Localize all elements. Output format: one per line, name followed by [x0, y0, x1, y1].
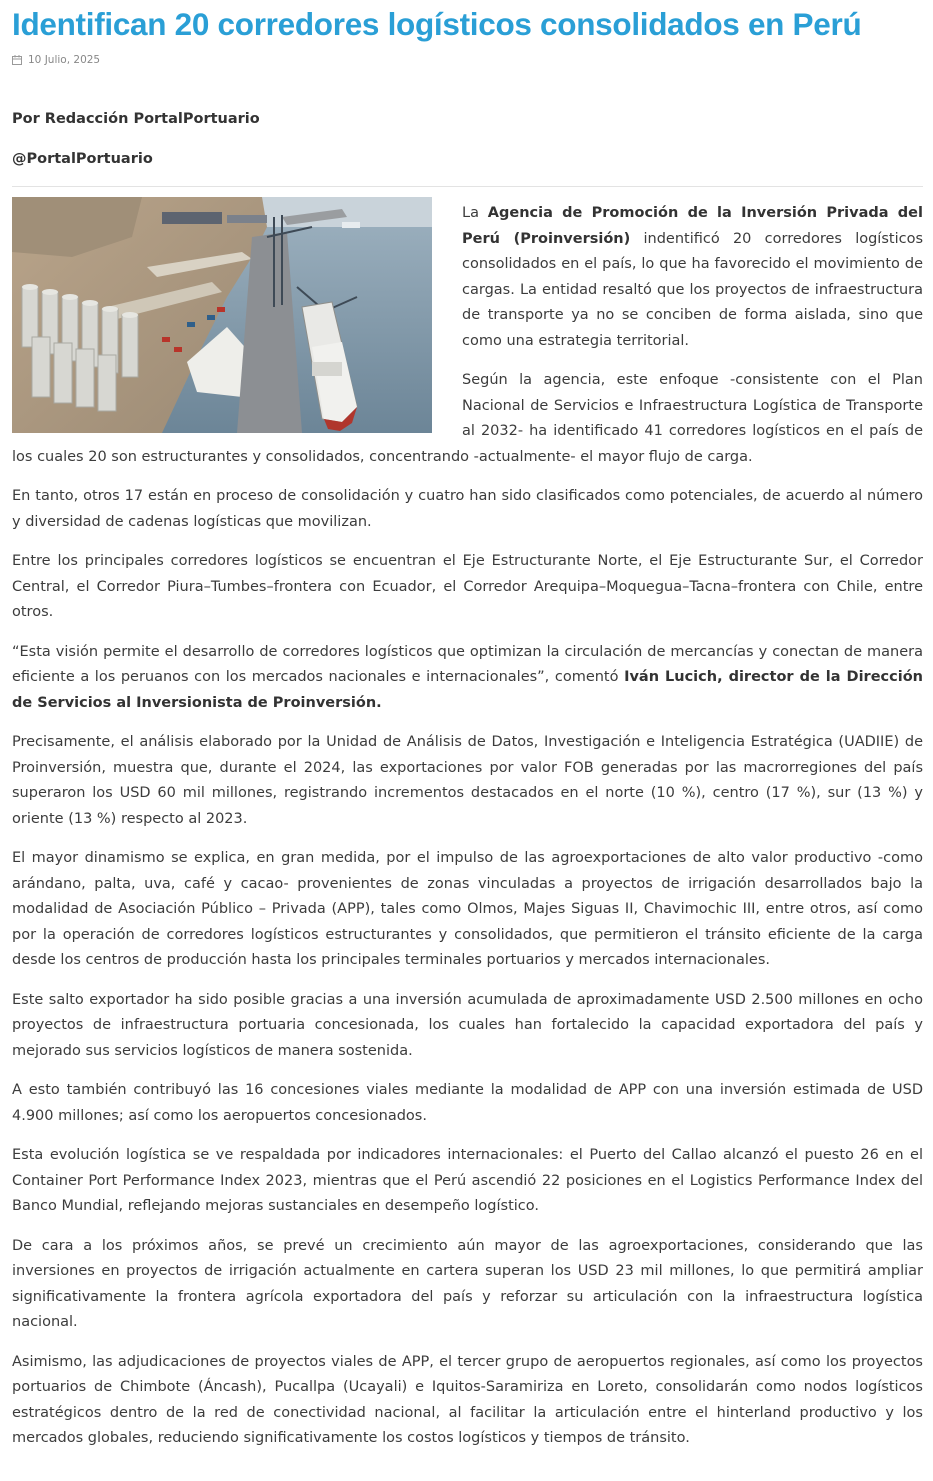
article-body [12, 197, 923, 1452]
paragraph-6: Precisamente, el análisis elaborado por la Unidad de Análisis de Datos, Investigación e Inteligencia Estratégica (UADIIE) de Proinversión, muestra que, durante el 2024, las exportaciones por valor FOB generadas por las macrorregiones del país superaron los USD 60 mil millones, registrando incrementos destacados en el norte (10 %), centro (17 %), sur (13 %) y oriente (13 %) respecto al 2023. [12, 734, 923, 827]
article-title: Identifican 20 corredores logísticos consolidados en Perú [12, 6, 862, 42]
article-date-row [12, 53, 923, 67]
divider [12, 186, 923, 187]
paragraph-8: Este salto exportador ha sido posible gracias a una inversión acumulada de aproximadamente USD 2.500 millones en ocho proyectos de infraestructura portuaria concesionada, los cuales han fortalecido la capacidad exportadora del país y mejorado sus servicios logísticos de manera sostenida. [12, 991, 923, 1059]
paragraph-11: De cara a los próximos años, se prevé un crecimiento aún mayor de las agroexportaciones, considerando que las inversiones en proyectos de irrigación actualmente en cartera superan los USD 23 mil millones, lo que permitirá ampliar significativamente la frontera agrícola exportadora del país y reforzar su articulación con la infraestructura logística nacional. [12, 1237, 923, 1330]
paragraph-1: La Agencia de Promoción de la Inversión Privada del Perú (Proinversión) indentificó 20 corredores logísticos consolidados en el país, lo que ha favorecido el movimiento de cargas. La entidad resaltó que los proyectos de infraestructura de transporte ya no se conciben de forma aislada, sino que como una estrategia territorial. [462, 205, 924, 349]
byline: Por Redacción PortalPortuario [12, 111, 260, 127]
port-photo-illustration [12, 197, 432, 433]
author-handle: @PortalPortuario [12, 151, 153, 167]
paragraph-3: En tanto, otros 17 están en proceso de consolidación y cuatro han sido clasificados como potenciales, de acuerdo al número y diversidad de cadenas logísticas que movilizan. [12, 488, 923, 530]
paragraph-5: “Esta visión permite el desarrollo de corredores logísticos que optimizan la circulación de mercancías y conectan de manera eficiente a los peruanos con los mercados nacionales e internacionales”, comentó Iván Lucich, director de la Dirección de Servicios al Inversionista de Proinversión. [12, 643, 923, 711]
paragraph-9: A esto también contribuyó las 16 concesiones viales mediante la modalidad de APP con una inversión estimada de USD 4.900 millones; así como los aeropuertos concesionados. [12, 1082, 923, 1124]
paragraph-7: El mayor dinamismo se explica, en gran medida, por el impulso de las agroexportaciones de alto valor productivo -como arándano, palta, uva, café y cacao- provenientes de zonas vinculadas a proyectos de irrigación desarrollados bajo la modalidad de Asociación Público – Privada (APP), tales como Olmos, Majes Siguas II, Chavimochic III, entre otros, así como por la operación de corredores logísticos estructurantes y consolidados, que permitieron el tránsito eficiente de la carga desde los centros de producción hasta los principales terminales portuarios y mercados internacionales. [12, 850, 923, 968]
paragraph-12: Asimismo, las adjudicaciones de proyectos viales de APP, el tercer grupo de aeropuertos regionales, así como los proyectos portuarios de Chimbote (Áncash), Pucallpa (Ucayali) e Iquitos-Saramiriza en Loreto, consolidarán como nodos logísticos estratégicos dentro de la red de conectividad nacional, al facilitar la articulación entre el hinterland productivo y los mercados globales, reduciendo significativamente los costos logísticos y tiempos de tránsito. [12, 1353, 923, 1446]
calendar-icon [12, 55, 22, 65]
paragraph-10: Esta evolución logística se ve respaldada por indicadores internacionales: el Puerto del Callao alcanzó el puesto 26 en el Container Port Performance Index 2023, mientras que el Perú ascendió 22 posiciones en el Logistics Performance Index del Banco Mundial, reflejando mejoras sustanciales en desempeño logístico. [12, 1147, 923, 1214]
paragraph-2: Según la agencia, este enfoque -consistente con el Plan Nacional de Servicios e Infraestructura Logística de Transporte al 2032- ha identificado 41 corredores logísticos en el país de los cuales 20 son estructurantes y consolidados, concentrando -actualmente- el mayor flujo de carga. [12, 372, 923, 465]
article-photo [12, 197, 432, 433]
paragraph-4: Entre los principales corredores logísticos se encuentran el Eje Estructurante Norte, el Eje Estructurante Sur, el Corredor Central, el Corredor Piura–Tumbes–frontera con Ecuador, el Corredor Arequipa–Moquegua–Tacna–frontera con Chile, entre otros. [12, 553, 923, 620]
article-date: 10 Julio, 2025 [28, 54, 101, 66]
